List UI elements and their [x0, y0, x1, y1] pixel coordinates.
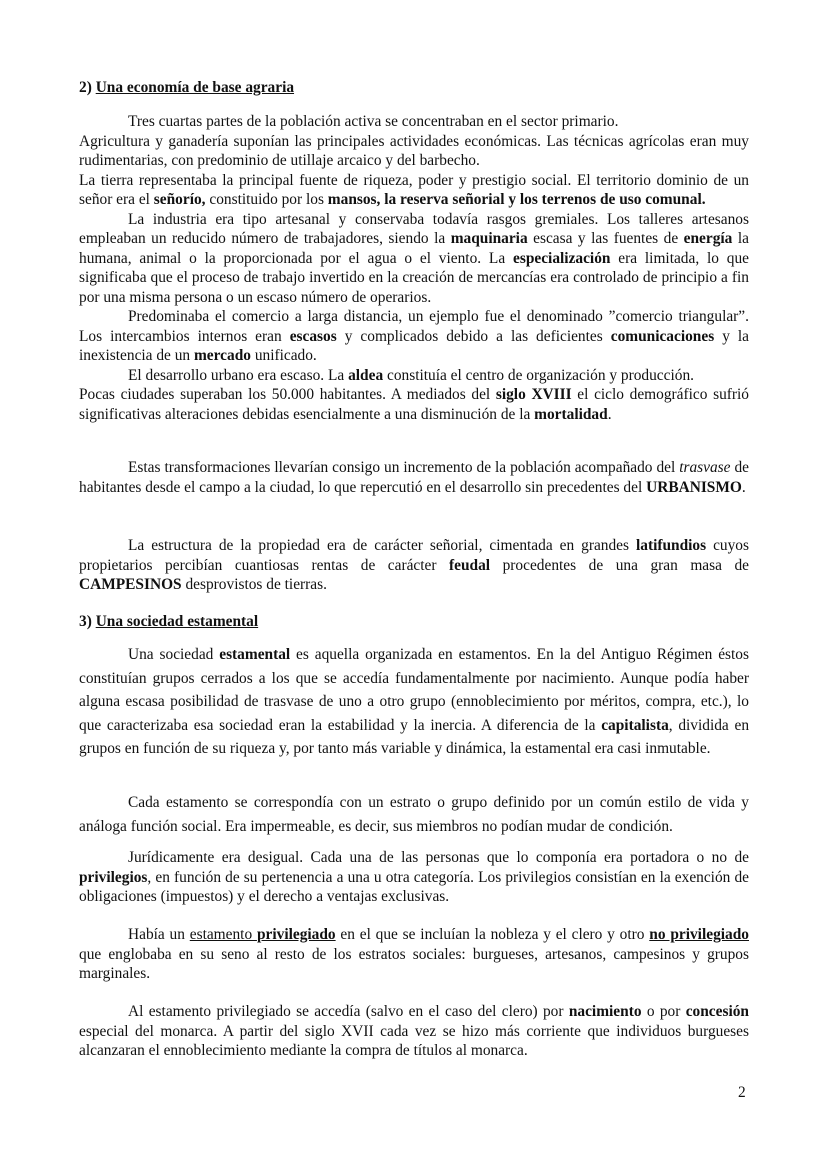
paragraph: Estas transformaciones llevarían consigo un incremento de la población acompañado del trasvase de habitantes desde el campo a la ciudad, lo que repercutió en el desarrollo sin precedentes del URBANISMO. — [79, 459, 749, 496]
paragraph: La industria era tipo artesanal y conservaba todavía rasgos gremiales. Los talleres artesanos empleaban un reducido número de trabajadores, siendo la maquinaria escasa y las fuentes de energía la humana, animal o la proporcionada por el agua o el viento. La especialización era limitada, lo que significaba que el proceso de trabajo invertido en la creación de mercancías era controlado de principio a fin por una misma persona o un escaso número de operarios. — [79, 210, 750, 306]
paragraph: Tres cuartas partes de la población activa se concentraban en el sector primario. — [128, 113, 619, 130]
paragraph: Pocas ciudades superaban los 50.000 habitantes. A mediados del siglo XVIII el ciclo demográfico sufrió significativas alteraciones debidas esencialmente a una disminución de la mortalidad. — [79, 386, 749, 423]
section-2-heading — [79, 78, 749, 98]
paragraph: Jurídicamente era desigual. Cada una de las personas que lo componía era portadora o no de privilegios, en función de su pertenencia a una u otra categoría. Los privilegios consistían en la exención de obligaciones (impuestos) y el derecho a ventajas exclusivas. — [79, 849, 749, 905]
paragraph: Una sociedad estamental es aquella organizada en estamentos. En la del Antiguo Régimen éstos constituían grupos cerrados a los que se accedía fundamentalmente por nacimiento. Aunque podía haber alguna escasa posibilidad de trasvase de uno a otro grupo (ennoblecimiento por méritos, compra, etc.), lo que caracterizaba esa sociedad eran la estabilidad y la inercia. A diferencia de la capitalista, dividida en grupos en función de su riqueza y, por tanto más variable y dinámica, la estamental era casi inmutable. — [79, 646, 750, 758]
section-3-body-4 — [79, 925, 749, 984]
section-3-body-5 — [79, 1002, 749, 1061]
paragraph: Al estamento privilegiado se accedía (salvo en el caso del clero) por nacimiento o por concesión especial del monarca. A partir del siglo XVII cada vez se hizo más corriente que individuos burgueses alcanzaran el ennoblecimiento mediante la compra de títulos al monarca. — [79, 1003, 749, 1059]
paragraph: La estructura de la propiedad era de carácter señorial, cimentada en grandes latifundios cuyos propietarios percibían cuantiosas rentas de carácter feudal procedentes de una gran masa de CAMPESINOS desprovistos de tierras. — [79, 537, 750, 593]
page-number: 2 — [738, 1084, 746, 1101]
paragraph: Agricultura y ganadería suponían las principales actividades económicas. Las técnicas agrícolas eran muy rudimentarias, con predominio de utillaje arcaico y del barbecho. — [79, 132, 749, 169]
section-2-body-2 — [79, 458, 749, 497]
section-3-title: Una sociedad estamental — [95, 613, 259, 630]
section-2-body — [79, 112, 749, 424]
section-2-body-3 — [79, 536, 749, 595]
paragraph: Había un estamento privilegiado en el que se incluían la nobleza y el clero y otro no privilegiado que englobaba en su seno al resto de los estratos sociales: burgueses, artesanos, campesinos y grupos marginales. — [79, 926, 749, 982]
section-3-body — [79, 643, 749, 761]
paragraph: Predominaba el comercio a larga distancia, un ejemplo fue el denominado ”comercio triangular”. Los intercambios internos eran escasos y complicados debido a las deficientes comunicaciones y la inexistencia de un mercado unificado. — [79, 308, 750, 364]
paragraph: Cada estamento se correspondía con un estrato o grupo definido por un común estilo de vida y análoga función social. Era impermeable, es decir, sus miembros no podían mudar de condición. — [79, 794, 749, 835]
section-3-heading — [79, 612, 749, 632]
paragraph: El desarrollo urbano era escaso. La aldea constituía el centro de organización y producción. — [128, 366, 694, 384]
section-3-number: 3) — [79, 613, 92, 630]
section-3-body-3 — [79, 848, 749, 907]
section-2-number: 2) — [79, 79, 92, 96]
paragraph: La tierra representaba la principal fuente de riqueza, poder y prestigio social. El territorio dominio de un señor era el señorío, constituido por los mansos, la reserva señorial y los terrenos de uso comunal. — [79, 171, 749, 208]
section-2-title: Una economía de base agraria — [95, 79, 295, 96]
section-3-body-2 — [79, 791, 749, 838]
